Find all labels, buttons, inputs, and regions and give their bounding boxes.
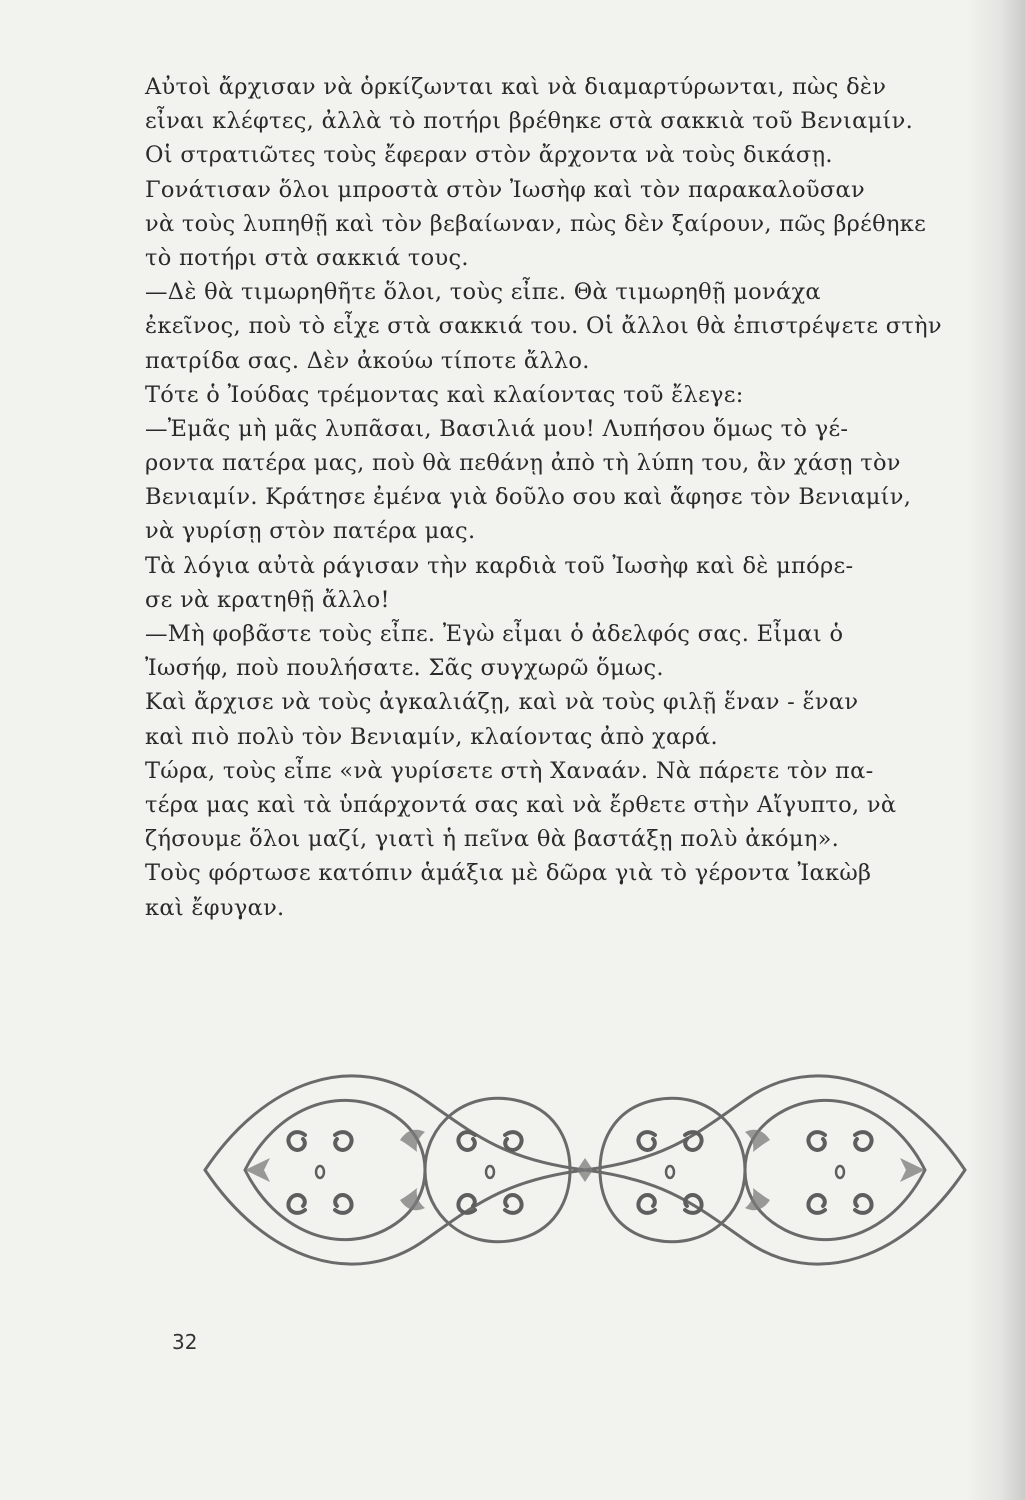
text-line: ροντα πατέρα μας, ποὺ θὰ πεθάνῃ ἀπὸ τὴ λύπη του, ἂν χάσῃ τὸν (145, 450, 901, 477)
text-line: Βενιαμίν. Κράτησε ἐμένα γιὰ δοῦλο σου καὶ ἄφησε τὸν Βενιαμίν, (145, 484, 912, 511)
text-line: εἶναι κλέφτες, ἀλλὰ τὸ ποτήρι βρέθηκε στὰ σακκιὰ τοῦ Βενιαμίν. (145, 108, 914, 135)
page-number: 32 (172, 1330, 198, 1354)
text-line: Ἰωσήφ, ποὺ πουλήσατε. Σᾶς συγχωρῶ ὅμως. (145, 655, 664, 682)
text-line: —Δὲ θὰ τιμωρηθῆτε ὅλοι, τοὺς εἶπε. Θὰ τιμωρηθῇ μονάχα (145, 279, 821, 306)
text-line: Τοὺς φόρτωσε κατόπιν ἁμάξια μὲ δῶρα γιὰ τὸ γέροντα Ἰακὼβ (145, 860, 872, 887)
text-line: Καὶ ἄρχισε νὰ τοὺς ἀγκαλιάζῃ, καὶ νὰ τοὺς φιλῇ ἕναν - ἕναν (145, 689, 859, 716)
text-line: τέρα μας καὶ τὰ ὑπάρχοντά σας καὶ νὰ ἔρθετε στὴν Αἴγυπτο, νὰ (145, 791, 897, 818)
text-line: ἐκεῖνος, ποὺ τὸ εἶχε στὰ σακκιά του. Οἱ ἄλλοι θὰ ἐπιστρέψετε στὴν (145, 313, 942, 340)
text-line: —Ἐμᾶς μὴ μᾶς λυπᾶσαι, Βασιλιά μου! Λυπήσου ὅμως τὸ γέ- (145, 415, 849, 442)
text-line: Γονάτισαν ὅλοι μπροστὰ στὸν Ἰωσὴφ καὶ τὸν παρακαλοῦσαν (145, 176, 865, 203)
text-line: Τώρα, τοὺς εἶπε «νὰ γυρίσετε στὴ Χαναάν. Νὰ πάρετε τὸν πα- (145, 757, 874, 784)
floral-ornament-icon (185, 1040, 985, 1300)
text-line: πατρίδα σας. Δὲν ἀκούω τίποτε ἄλλο. (145, 347, 590, 374)
text-line: Τότε ὁ Ἰούδας τρέμοντας καὶ κλαίοντας τοῦ ἔλεγε: (145, 381, 744, 408)
text-line: καὶ ἔφυγαν. (145, 894, 285, 921)
text-line: σε νὰ κρατηθῇ ἄλλο! (145, 586, 390, 613)
text-line: Οἱ στρατιῶτες τοὺς ἔφεραν στὸν ἄρχοντα νὰ τοὺς δικάσῃ. (145, 142, 833, 169)
body-text (145, 70, 987, 925)
text-line: καὶ πιὸ πολὺ τὸν Βενιαμίν, κλαίοντας ἀπὸ χαρά. (145, 723, 718, 750)
text-line: Τὰ λόγια αὐτὰ ράγισαν τὴν καρδιὰ τοῦ Ἰωσὴφ καὶ δὲ μπόρε- (145, 552, 854, 579)
text-line: τὸ ποτήρι στὰ σακκιά τους. (145, 244, 469, 271)
text-line: Αὐτοὶ ἄρχισαν νὰ ὁρκίζωνται καὶ νὰ διαμαρτύρωνται, πὼς δὲν (145, 74, 887, 100)
text-line: νὰ γυρίσῃ στὸν πατέρα μας. (145, 518, 476, 545)
text-line: ζήσουμε ὅλοι μαζί, γιατὶ ἡ πεῖνα θὰ βαστάξῃ πολὺ ἀκόμη». (145, 826, 840, 853)
text-line: —Μὴ φοβᾶστε τοὺς εἶπε. Ἐγὼ εἶμαι ὁ ἀδελφός σας. Εἶμαι ὁ (145, 621, 844, 647)
text-line: νὰ τοὺς λυπηθῇ καὶ τὸν βεβαίωναν, πὼς δὲν ξαίρουν, πῶς βρέθηκε (145, 210, 927, 237)
